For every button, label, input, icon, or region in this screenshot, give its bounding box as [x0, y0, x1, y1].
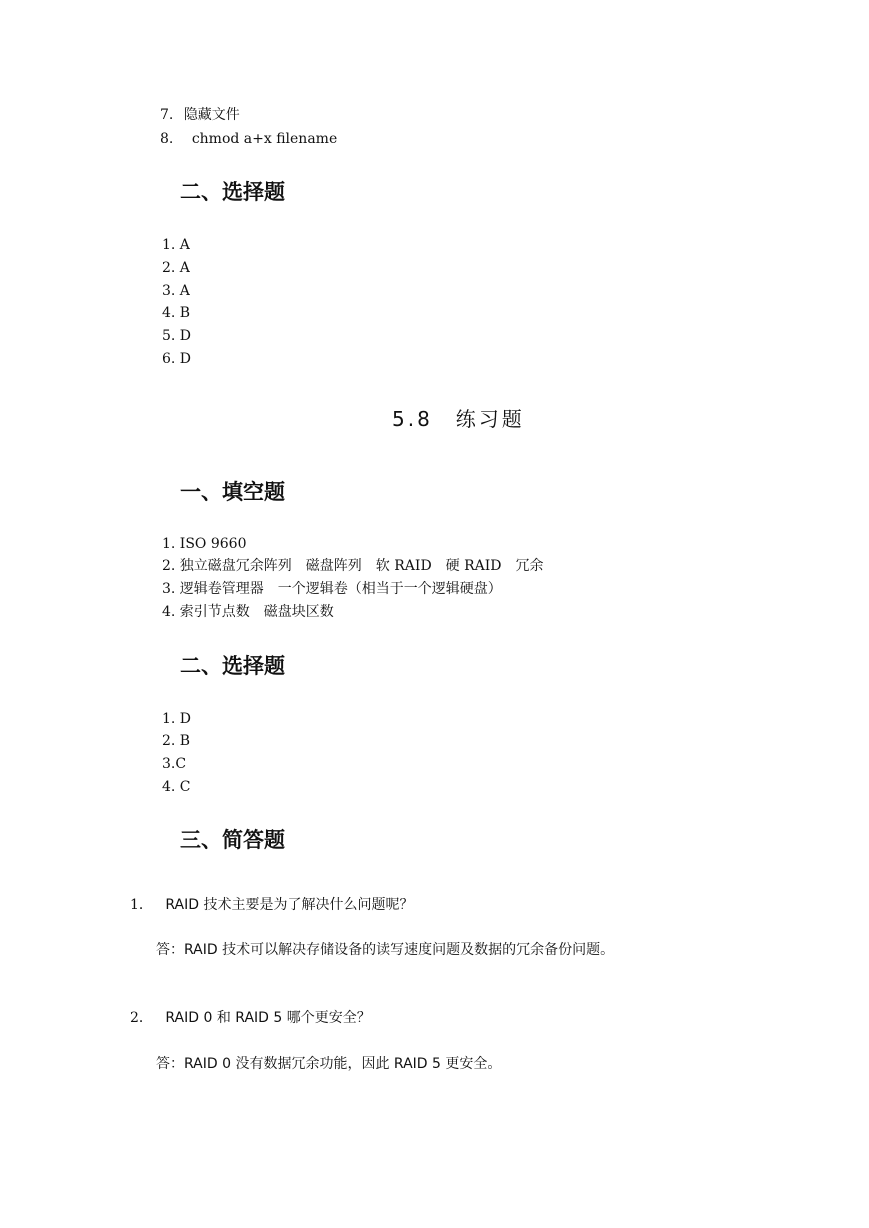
- answer-line: 3. A: [162, 283, 190, 299]
- page-title: 5.8 练习题: [392, 407, 525, 431]
- list-item-8: [160, 130, 337, 148]
- answer-line: 3. 逻辑卷管理器 一个逻辑卷（相当于一个逻辑硬盘）: [162, 581, 502, 597]
- answer-1: [156, 941, 614, 959]
- answer-line: 1. A: [162, 237, 190, 253]
- answer-line: 3.C: [162, 756, 187, 772]
- section-heading-fill: 一、填空题: [180, 480, 285, 504]
- list-item-number: 8.: [160, 131, 174, 147]
- list-item-number: 7.: [160, 107, 174, 123]
- answer-line: 1. ISO 9660: [162, 536, 247, 552]
- answer-line: 4. B: [162, 305, 191, 321]
- question-2: [130, 1009, 371, 1027]
- section-heading-choice-2: 二、选择题: [180, 654, 285, 678]
- answer-line: 6. D: [162, 351, 192, 367]
- list-item-7: [160, 106, 240, 124]
- answer-line: 1. D: [162, 711, 192, 727]
- question-1: [130, 896, 413, 914]
- question-text: RAID 0 和 RAID 5 哪个更安全？: [165, 1010, 371, 1026]
- section-heading-choice-1: 二、选择题: [180, 180, 285, 204]
- question-number: 2．: [130, 1010, 153, 1026]
- answer-line: 4. C: [162, 779, 191, 795]
- list-item-text: 隐藏文件: [183, 107, 240, 123]
- section-heading-short-answer: 三、简答题: [180, 828, 285, 852]
- question-number: 1．: [130, 897, 153, 913]
- answer-2: [156, 1055, 501, 1073]
- answer-line: 2. 独立磁盘冗余阵列 磁盘阵列 软 RAID 硬 RAID 冗余: [162, 558, 544, 574]
- answer-text: 答：RAID 0 没有数据冗余功能，因此 RAID 5 更安全。: [156, 1056, 502, 1072]
- answer-text: 答：RAID 技术可以解决存储设备的读写速度问题及数据的冗余备份问题。: [156, 942, 615, 958]
- answer-line: 2. B: [162, 733, 191, 749]
- answer-line: 2. A: [162, 260, 190, 276]
- list-item-text: chmod a+x filename: [191, 131, 338, 147]
- answer-line: 5. D: [162, 328, 192, 344]
- question-text: RAID 技术主要是为了解决什么问题呢？: [165, 897, 414, 913]
- answer-line: 4. 索引节点数 磁盘块区数: [162, 604, 334, 620]
